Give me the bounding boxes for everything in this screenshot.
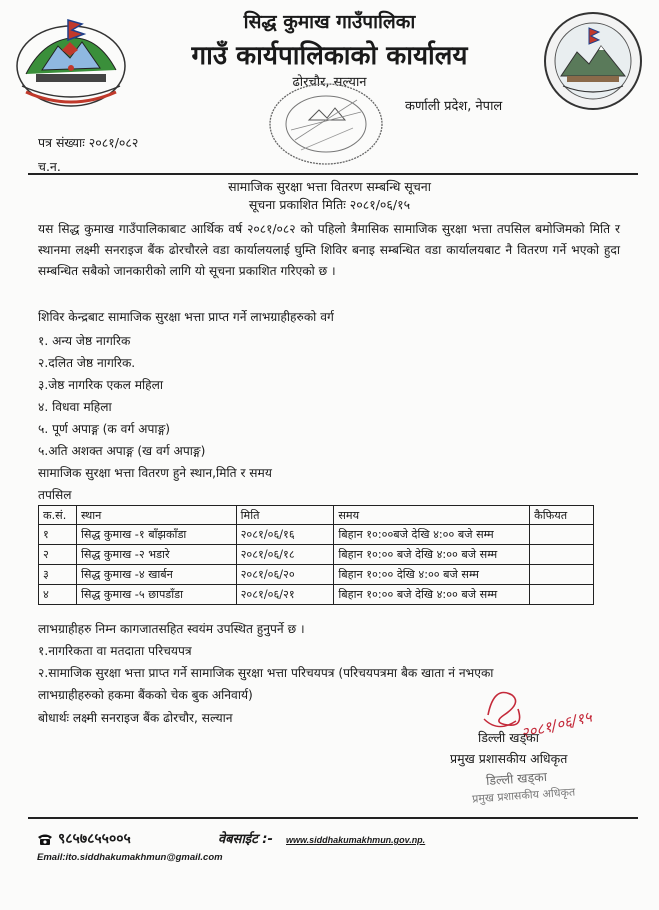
beneficiary-item: १. अन्य जेष्ठ नागरिक: [38, 334, 131, 348]
column-header: स्थान: [76, 506, 236, 525]
province-label: कर्णाली प्रदेश, नेपाल: [405, 99, 503, 114]
table-cell: सिद्ध कुमाख -४ खार्बन: [76, 565, 236, 585]
office-round-stamp-icon: [265, 80, 387, 170]
table-row: [39, 565, 594, 585]
office-location: ढोरचौर, सल्यान: [292, 75, 367, 90]
notice-subject: सामाजिक सुरक्षा भत्ता वितरण सम्बन्धि सूचना: [228, 179, 431, 194]
table-cell: ३: [39, 565, 77, 585]
website-label: वेबसाईट :-: [218, 832, 273, 847]
schedule-subheading: तपसिल: [38, 488, 72, 502]
table-row: [39, 525, 594, 545]
documents-heading: लाभग्राहीहरु निम्न कागजातसहित स्वयंम उपस्थित हुनुपर्ने छ ।: [38, 622, 305, 636]
published-date: सूचना प्रकाशित मितिः २०८१/०६/१५: [248, 197, 411, 212]
document-item: १.नागरिकता वा मतदाता परिचयपत्र: [38, 644, 192, 658]
table-cell: २०८१/०६/१८: [236, 545, 334, 565]
signature-date: २०८१/०६/१५: [519, 707, 594, 743]
column-header: कैफियत: [530, 506, 594, 525]
table-header-row: [39, 506, 594, 525]
table-cell: ४: [39, 585, 77, 605]
table-cell: १: [39, 525, 77, 545]
table-cell: सिद्ध कुमाख -२ भडारे: [76, 545, 236, 565]
body-paragraph: यस सिद्ध कुमाख गाउँपालिकाबाट आर्थिक वर्ष २०८१/०८२ को पहिलो त्रैमासिक सामाजिक सुरक्षा भत्ता तपसिल बमोजिमको मिति र स्थानमा लक्ष्मी सनराइज बैंक ढोरचौरले वडा कार्यालयलाई घुम्ति शिविर बनाइ सम्बन्धित वडा कार्यालयबाट नै वितरण गर्ने भएको हुदा सम्बन्धित सबैको जानकारीको लागि यो सूचना प्रकाशित गरिएको छ ।: [38, 222, 620, 278]
table-cell: बिहान १०:०० बजे देखि ४:०० बजे सम्म: [334, 585, 530, 605]
stamp-name: डिल्ली खड्का: [485, 768, 548, 789]
table-cell: सिद्ध कुमाख -५ छापडाँडा: [76, 585, 236, 605]
column-header: मिति: [236, 506, 334, 525]
beneficiary-item: ३.जेष्ठ नागरिक एकल महिला: [38, 378, 164, 392]
table-cell: २०८१/०६/२१: [236, 585, 334, 605]
office-name: सिद्ध कुमाख गाउँपालिका: [243, 11, 416, 33]
copy-to-note: बोधार्थः लक्ष्मी सनराइज बैंक ढोरचौर, सल्यान: [38, 711, 233, 725]
table-cell: २०८१/०६/१६: [236, 525, 334, 545]
telephone-icon: [37, 833, 53, 845]
email-address[interactable]: Email:ito.siddhakumakhmun@gmail.com: [37, 852, 223, 863]
reference-number: पत्र संख्याः २०८१/०८२: [38, 135, 139, 150]
table-cell: बिहान १०:०० देखि ४:०० बजे सम्म: [334, 565, 530, 585]
table-cell: [530, 565, 594, 585]
beneficiary-heading: शिविर केन्द्रबाट सामाजिक सुरक्षा भत्ता प्राप्त गर्ने लाभग्राहीहरुको वर्ग: [38, 310, 334, 324]
table-cell: २: [39, 545, 77, 565]
table-cell: सिद्ध कुमाख -१ बाँझकाँडा: [76, 525, 236, 545]
signatory-name: डिल्ली खड्का: [478, 730, 539, 745]
table-cell: [530, 525, 594, 545]
stamp-title: प्रमुख प्रशासकीय अधिकृत: [471, 785, 576, 806]
table-cell: बिहान १०:०० बजे देखि ४:०० बजे सम्म: [334, 545, 530, 565]
beneficiary-item: ४. विधवा महिला: [38, 400, 112, 414]
beneficiary-item: ५.अति अशक्त अपाङ्ग (ख वर्ग अपाङ्ग): [38, 444, 206, 458]
table-row: [39, 585, 594, 605]
distribution-schedule-table: [38, 505, 594, 605]
dispatch-number: च.न.: [38, 159, 61, 174]
beneficiary-item: २.दलित जेष्ठ नागरिक.: [38, 356, 136, 370]
schedule-heading: सामाजिक सुरक्षा भत्ता वितरण हुने स्थान,मिति र समय: [38, 466, 272, 480]
table-cell: [530, 545, 594, 565]
document-item: लाभग्राहीहरुको हकमा बैंकको चेक बुक अनिवार्य): [38, 688, 253, 702]
column-header: समय: [334, 506, 530, 525]
table-cell: [530, 585, 594, 605]
beneficiary-item: ५. पूर्ण अपाङ्ग (क वर्ग अपाङ्ग): [38, 422, 171, 436]
signatory-title: प्रमुख प्रशासकीय अधिकृत: [450, 751, 568, 766]
website-link[interactable]: www.siddhakumakhmun.gov.np.: [286, 835, 426, 845]
header-divider: [28, 173, 638, 175]
footer-divider: [28, 817, 638, 819]
column-header: क.सं.: [39, 506, 77, 525]
document-item: २.सामाजिक सुरक्षा भत्ता प्राप्त गर्ने सामाजिक सुरक्षा भत्ता परिचयपत्र (परिचयपत्रमा बैक खाता नं नभएका: [38, 666, 494, 680]
office-title: गाउँ कार्यपालिकाको कार्यालय: [191, 41, 468, 71]
phone-number: ९८५७८५५००५: [58, 831, 131, 847]
table-row: [39, 545, 594, 565]
table-cell: २०८१/०६/२०: [236, 565, 334, 585]
table-cell: बिहान १०:००बजे देखि ४:०० बजे सम्म: [334, 525, 530, 545]
